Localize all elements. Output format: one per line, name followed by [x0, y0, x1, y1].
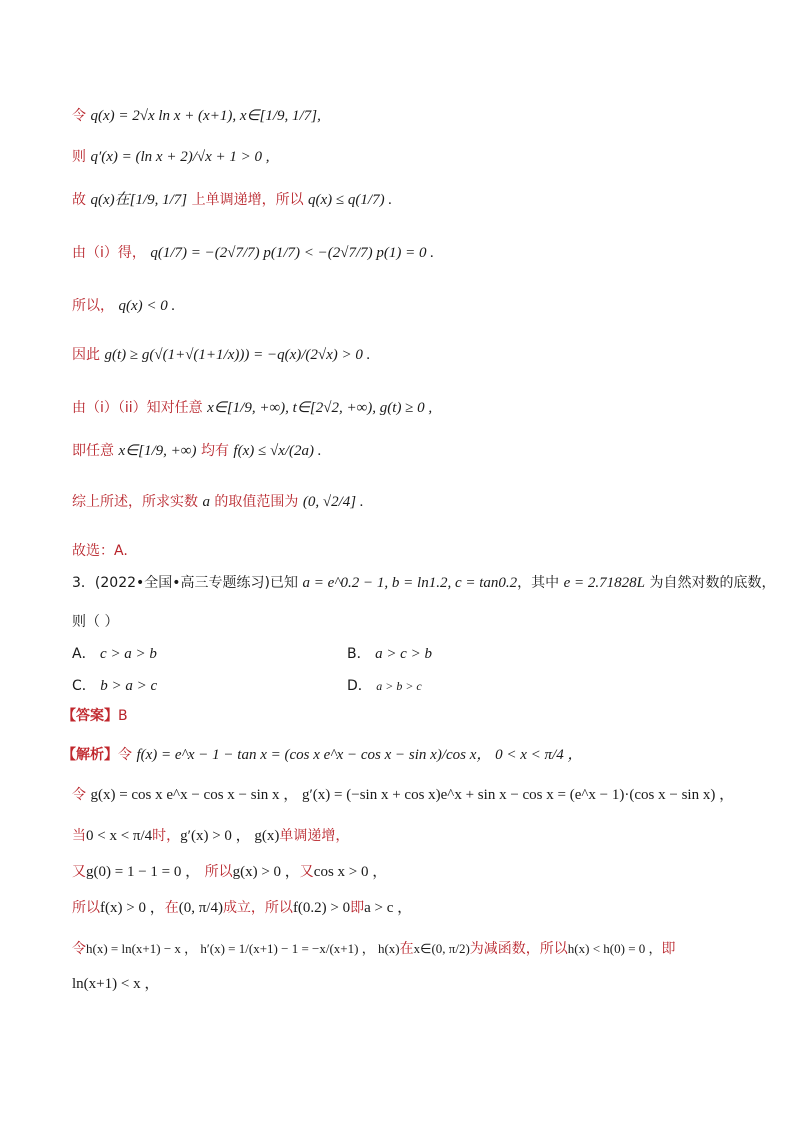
formula-f-point: f(0.2) > 0 [292, 900, 351, 916]
formula-cos-positive: cos x > 0 ， [313, 864, 388, 880]
body-text: 均有 [200, 443, 229, 459]
lead-text: 则 [72, 149, 86, 165]
body-text: 上单调递增，所以 [191, 192, 304, 208]
line-q-negative [72, 296, 175, 316]
analysis-line-6 [72, 939, 676, 959]
formula-domain: 0 < x < π/4 [86, 828, 153, 844]
option-value: b > a > c [100, 678, 158, 694]
answer-tag: 【答案】 [62, 708, 118, 724]
formula-domain: ， 0 < x < π/4 ， [476, 747, 583, 763]
analysis-line-1 [62, 745, 583, 765]
formula-f-definition: f(x) = e^x − 1 − tan x = (cos x e^x − cos x − sin x)/cos x [136, 747, 477, 763]
line-g-positive [72, 345, 370, 365]
formula-f-bound: f(x) ≤ √x/(2a) . [233, 443, 322, 459]
option-label: A． [72, 646, 96, 662]
question-source: (2022•全国•高三专题练习) [94, 575, 270, 591]
body-text: 所以 [200, 864, 233, 880]
analysis-line-2 [72, 785, 734, 805]
option-label: C． [72, 678, 96, 694]
lead-text: 综上所述，所求实数 [72, 494, 198, 510]
formula-f-positive: f(x) > 0 ， [100, 900, 165, 916]
analysis-line-7 [72, 974, 159, 994]
body-text: 即 [661, 941, 676, 957]
option-value: c > a > b [100, 646, 157, 662]
line-conclusion [72, 492, 364, 512]
option-label: B． [347, 646, 371, 662]
analysis-line-4 [72, 862, 387, 882]
option-value: a > b > c [376, 679, 422, 693]
option-a [72, 644, 157, 664]
lead-text: 由（i）得， [72, 245, 146, 261]
formula-q-derivative: q′(x) = (ln x + 2)/√x + 1 > 0 , [90, 149, 270, 165]
lead-text: 令 [72, 108, 86, 124]
option-c [72, 676, 157, 696]
formula-q-value: q(1/7) = −(2√7/7) p(1/7) < −(2√7/7) p(1) = 0 . [150, 245, 435, 261]
answer-value: B [118, 708, 128, 724]
body-text: 单调递增， [279, 828, 350, 844]
body-text: 的取值范围为 [214, 494, 299, 510]
body-text: 成立，所以 [222, 900, 293, 916]
formula-ln-inequality: ln(x+1) < x ， [72, 976, 160, 992]
formula-ranges: x∈[1/9, +∞), t∈[2√2, +∞), g(t) ≥ 0 , [207, 400, 433, 416]
lead-text: 当 [72, 828, 86, 844]
lead-text: 令 [118, 747, 132, 763]
option-d [347, 676, 422, 696]
formula-g-definition: g(x) = cos x e^x − cos x − sin x ， g′(x) = (−sin x + cos x)e^x + sin x − cos x = (e^x − 1)·(cos x − sin x) ， [90, 787, 735, 803]
lead-text: 所以， [72, 298, 114, 314]
body-text: 为自然对数的底数， [649, 575, 776, 591]
body-text: 又 [299, 864, 314, 880]
question-3-prompt [72, 612, 118, 632]
formula-bound: q(x) ≤ q(1/7) . [308, 192, 393, 208]
body-text: 在 [399, 941, 414, 957]
option-value: a > c > b [375, 646, 432, 662]
prompt-text: 则（ ） [72, 614, 119, 630]
lead-text: 由（i）（ii）知对任意 [72, 400, 203, 416]
formula-g-positive: g(x) > 0 ， [232, 864, 300, 880]
lead-text: 又 [72, 864, 86, 880]
body-text: 在 [164, 900, 179, 916]
formula-h-definition: h(x) = ln(x+1) − x ， h′(x) = 1/(x+1) − 1 = −x/(x+1) ， h(x) [86, 941, 400, 956]
formula-e: e = 2.71828L [563, 575, 645, 591]
body-text: ，其中 [517, 575, 560, 591]
line-q-derivative [72, 147, 270, 167]
line-from-i-ii [72, 398, 432, 418]
analysis-tag: 【解析】 [62, 747, 118, 763]
lead-text: 即任意 [72, 443, 114, 459]
formula-range: (0, √2/4] . [302, 494, 364, 510]
lead-text: 故 [72, 192, 86, 208]
formula-g-bound: g(t) ≥ g(√(1+√(1+1/x))) = −q(x)/(2√x) > 0 . [104, 347, 371, 363]
lead-text: 因此 [72, 347, 100, 363]
formula-q-negative: q(x) < 0 . [118, 298, 176, 314]
option-b [347, 644, 432, 664]
line-choice [72, 541, 128, 561]
line-q-definition [72, 106, 321, 126]
body-text: 即 [350, 900, 365, 916]
formula-domain: x∈[1/9, +∞) [118, 443, 197, 459]
question-3-stem [72, 573, 775, 593]
formula-interval: x∈(0, π/2) [413, 941, 470, 956]
line-q-monotonic [72, 190, 392, 210]
choice-text: 故选：A. [72, 543, 128, 559]
formula-interval: q(x)在[1/9, 1/7] [90, 192, 188, 208]
body-text: 时， [152, 828, 181, 844]
lead-text: 令 [72, 787, 86, 803]
option-label: D． [347, 678, 372, 694]
body-text: 为减函数，所以 [469, 941, 568, 957]
lead-text: 已知 [270, 575, 298, 591]
formula-g-zero: g(0) = 1 − 1 = 0 ， [86, 864, 201, 880]
formula-q-definition: q(x) = 2√x ln x + (x+1), x∈[1/9, 1/7], [90, 108, 321, 124]
question-number: 3． [72, 575, 95, 591]
formula-g-derivative: g′(x) > 0 ， g(x) [180, 828, 280, 844]
formula-interval: (0, π/4) [178, 900, 223, 916]
line-f-bound [72, 441, 322, 461]
formula-abc: a = e^0.2 − 1, b = ln1.2, c = tan0.2 [302, 575, 518, 591]
lead-text: 所以 [72, 900, 100, 916]
formula-a-gt-c: a > c ， [364, 900, 413, 916]
lead-text: 令 [72, 941, 86, 957]
analysis-line-5 [72, 898, 412, 918]
variable-a: a [202, 494, 210, 510]
analysis-line-3 [72, 826, 349, 846]
answer-line [62, 706, 128, 726]
formula-h-bound: h(x) < h(0) = 0 ， [567, 941, 662, 956]
line-from-i [72, 243, 434, 263]
